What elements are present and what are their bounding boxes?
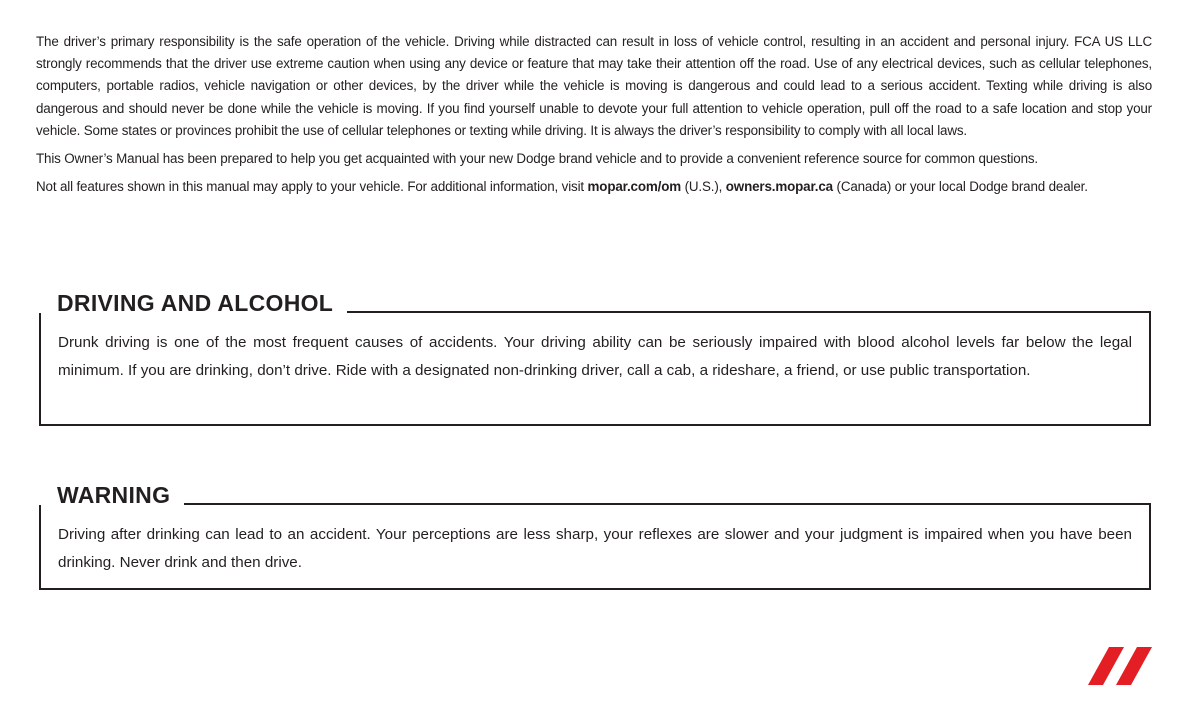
warning-heading: WARNING — [57, 482, 171, 508]
warning-box — [39, 482, 1151, 590]
additional-info-text-end: (Canada) or your local Dodge brand dealer. — [832, 179, 1088, 195]
driving-and-alcohol-box — [39, 290, 1151, 426]
intro-paragraph-responsibility: The driver’s primary responsibility is the safe operation of the vehicle. Driving while distracted can result in loss of vehicle control, resulting in an accident and personal injury. FCA US LLC strongly recommends that the driver use extreme caution when using any device or feature that may take their attention off the road. Use of any electrical devices, such as cellular telephones, computers, portable radios, vehicle navigation or other devices, by the driver while the vehicle is moving is dangerous and could lead to a serious accident. Texting while driving is also dangerous and should never be done while the vehicle is moving. If you find yourself unable to devote your full attention to vehicle operation, pull off the road to a safe location and stop your vehicle. Some states or provinces prohibit the use of cellular telephones or texting while driving. It is always the driver’s responsibility to comply with all local laws. — [36, 34, 1152, 138]
dodge-stripe-right — [1116, 647, 1152, 685]
warning-body: Driving after drinking can lead to an accident. Your perceptions are less sharp, your reflexes are slower and your judgment is impaired when you have been drinking. Never drink and then drive. — [58, 526, 1132, 571]
intro-paragraph-additional-info — [36, 176, 1152, 198]
intro-paragraph-manual-purpose: This Owner’s Manual has been prepared to help you get acquainted with your new Dodge brand vehicle and to provide a convenient reference source for common questions. — [36, 151, 1038, 167]
dodge-stripes-icon — [1088, 647, 1152, 685]
additional-info-text-mid: (U.S.), — [681, 179, 726, 195]
mopar-us-link[interactable]: mopar.com/om — [587, 179, 681, 195]
warning-heading-wrap — [39, 483, 184, 507]
dodge-stripe-left — [1088, 647, 1124, 685]
driving-and-alcohol-heading-wrap — [39, 291, 347, 315]
driving-and-alcohol-body: Drunk driving is one of the most frequent causes of accidents. Your driving ability can be seriously impaired with blood alcohol levels far below the legal minimum. If you are drinking, don’t drive. Ride with a designated non-drinking driver, call a cab, a rideshare, a friend, or use public transportation. — [58, 334, 1132, 379]
mopar-canada-link[interactable]: owners.mopar.ca — [725, 179, 833, 195]
driving-and-alcohol-heading: DRIVING AND ALCOHOL — [57, 290, 334, 316]
additional-info-text-start: Not all features shown in this manual may apply to your vehicle. For additional information, visit — [36, 179, 588, 195]
intro-text — [36, 31, 1152, 198]
